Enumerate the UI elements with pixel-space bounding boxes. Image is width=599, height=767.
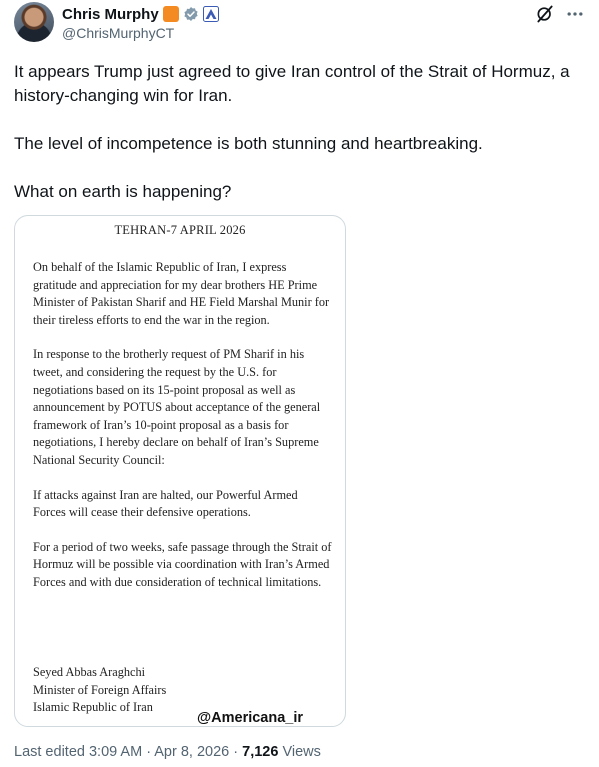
tweet-media-image[interactable] bbox=[14, 215, 346, 727]
document-paragraph: For a period of two weeks, safe passage through the Strait of Hormuz will be possible via coordination with Iran’s Armed Forces and with due consideration of technical limitations. bbox=[33, 539, 332, 589]
signatory-name: Seyed Abbas Araghchi bbox=[33, 665, 146, 679]
views-label: Views bbox=[278, 744, 321, 760]
document-signature bbox=[33, 664, 333, 717]
document-paragraph: In response to the brotherly request of PM Sharif in his tweet, and considering the request by the U.S. for negotiations based on its 15-point proposal as well as announcement by POTUS about acceptance of the general framework of Iran’s 10-point proposal as a basis for negotiations, I hereby declare on behalf of Iran’s Supreme National Security Council: bbox=[33, 347, 321, 467]
signatory-role: Minister of Foreign Affairs bbox=[33, 682, 167, 697]
tweet-meta bbox=[14, 744, 321, 760]
tweet-paragraph: The level of incompetence is both stunning and heartbreaking. bbox=[14, 134, 483, 153]
author-name-row bbox=[62, 4, 219, 24]
signatory-org: Islamic Republic of Iran bbox=[33, 700, 153, 715]
tweet-header bbox=[14, 2, 589, 46]
more-icon[interactable] bbox=[565, 4, 585, 24]
document-title: TEHRAN-7 APRIL 2026 bbox=[114, 223, 246, 237]
document-body bbox=[33, 259, 333, 609]
tweet-actions-top bbox=[535, 4, 585, 24]
avatar[interactable] bbox=[14, 2, 54, 42]
tweet-paragraph: It appears Trump just agreed to give Iran control of the Strait of Hormuz, a history-changing win for Iran. bbox=[14, 62, 570, 105]
grok-icon[interactable] bbox=[535, 4, 555, 24]
views-count: 7,126 bbox=[242, 744, 279, 760]
verified-badge-icon[interactable] bbox=[183, 6, 199, 22]
affiliate-badge-icon[interactable] bbox=[203, 6, 219, 22]
tweet-paragraph: What on earth is happening? bbox=[14, 182, 232, 201]
affiliate-orange-badge-icon bbox=[163, 6, 179, 22]
author-handle[interactable]: @ChrisMurphyCT bbox=[62, 25, 175, 41]
document-paragraph: If attacks against Iran are halted, our Powerful Armed Forces will cease their defensive operations. bbox=[33, 487, 298, 520]
document-paragraph: On behalf of the Islamic Republic of Iran, I express gratitude and appreciation for my dear brothers HE Prime Minister of Pakistan Sharif and HE Field Marshal Munir for their tireless efforts to end the war in the region. bbox=[33, 260, 330, 327]
statement-document bbox=[15, 216, 345, 726]
author-display-name[interactable]: Chris Murphy bbox=[62, 5, 159, 23]
image-watermark: @Americana_ir bbox=[197, 710, 304, 726]
tweet-text bbox=[14, 60, 584, 204]
edited-timestamp[interactable]: Last edited 3:09 AM · Apr 8, 2026 · bbox=[14, 744, 243, 760]
